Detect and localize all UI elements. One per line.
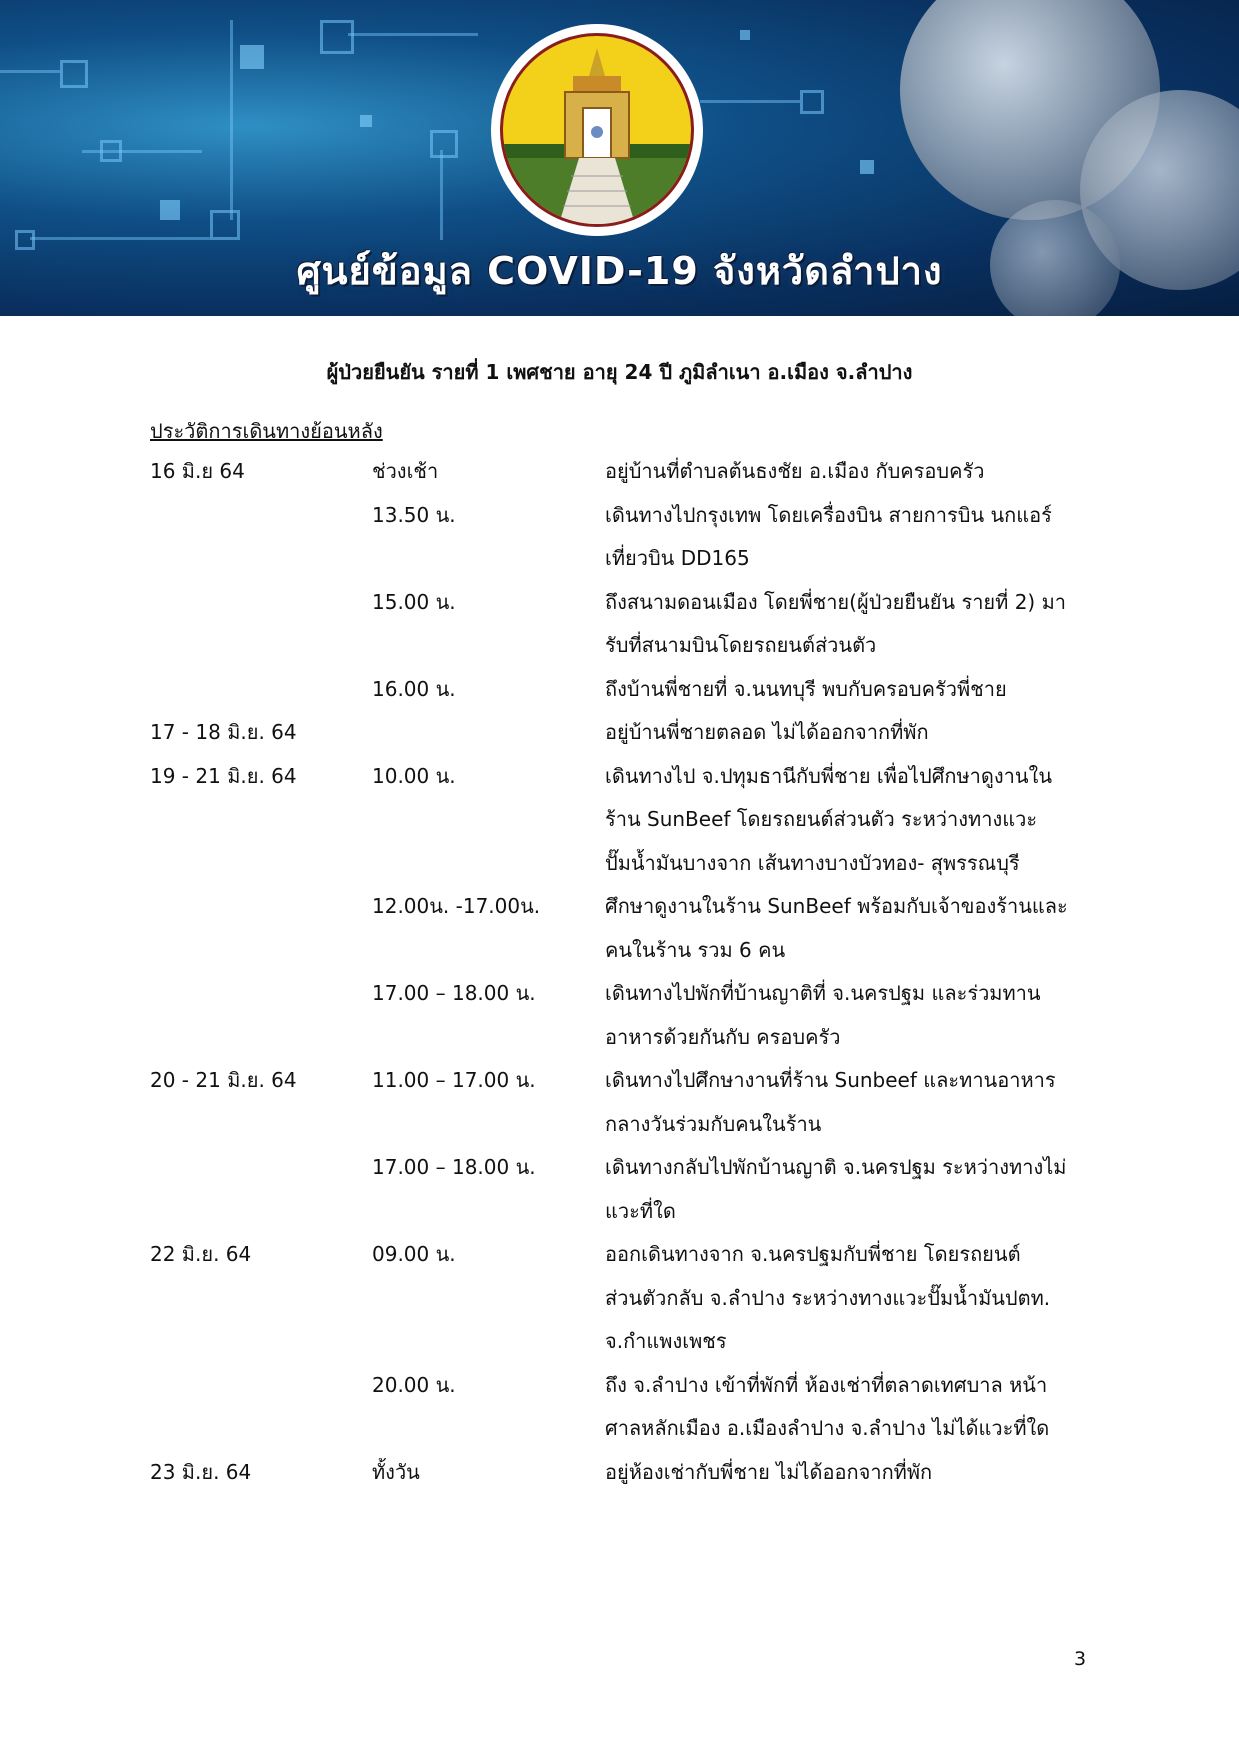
- section-heading: ประวัติการเดินทางย้อนหลัง: [150, 419, 383, 443]
- row-date: 17 - 18 มิ.ย. 64: [150, 720, 297, 744]
- row-description: อาหารด้วยกันกับ ครอบครัว: [605, 1024, 841, 1049]
- row-time: ทั้งวัน: [372, 1459, 420, 1484]
- row-description: แวะที่ใด: [605, 1198, 676, 1223]
- row-time: 16.00 น.: [372, 676, 456, 701]
- decor-square: [60, 60, 88, 88]
- row-description: คนในร้าน รวม 6 คน: [605, 937, 786, 962]
- row-date: 23 มิ.ย. 64: [150, 1459, 252, 1484]
- row-date: 22 มิ.ย. 64: [150, 1242, 252, 1266]
- row-time: 20.00 น.: [372, 1372, 456, 1397]
- table-row: [0, 1103, 1239, 1146]
- page-number: 3: [1074, 1648, 1087, 1670]
- row-description: อยู่บ้านที่ตำบลต้นธงชัย อ.เมือง กับครอบครัว: [605, 459, 985, 483]
- row-description: อยู่บ้านพี่ชายตลอด ไม่ได้ออกจากที่พัก: [605, 720, 929, 744]
- decor-square: [160, 200, 180, 220]
- row-description: เดินทางไปศึกษางานที่ร้าน Sunbeef และทานอาหาร: [605, 1068, 1056, 1092]
- row-description: ออกเดินทางจาก จ.นครปฐมกับพี่ชาย โดยรถยนต์: [605, 1242, 1021, 1266]
- province-seal-logo: [491, 24, 703, 236]
- decor-line: [0, 70, 60, 73]
- row-description: กลางวันร่วมกับคนในร้าน: [605, 1111, 822, 1136]
- table-row: [0, 885, 1239, 928]
- row-description: รับที่สนามบินโดยรถยนต์ส่วนตัว: [605, 633, 877, 657]
- table-row: [0, 798, 1239, 841]
- table-row: [0, 842, 1239, 885]
- table-row: [0, 537, 1239, 580]
- row-description: ถึงบ้านพี่ชายที่ จ.นนทบุรี พบกับครอบครัวพี่ชาย: [605, 676, 1007, 701]
- table-row: [0, 1451, 1239, 1494]
- table-row: [0, 668, 1239, 711]
- row-description: ปั๊มน้ำมันบางจาก เส้นทางบางบัวทอง- สุพรรณบุรี: [605, 850, 1020, 875]
- row-time: 13.50 น.: [372, 502, 456, 527]
- row-description: ศาลหลักเมือง อ.เมืองลำปาง จ.ลำปาง ไม่ได้แวะที่ใด: [605, 1416, 1050, 1440]
- table-row: [0, 1364, 1239, 1407]
- row-time: 15.00 น.: [372, 589, 456, 614]
- row-date: 20 - 21 มิ.ย. 64: [150, 1068, 297, 1092]
- row-description: เที่ยวบิน DD165: [605, 546, 750, 570]
- row-description: เดินทางไปพักที่บ้านญาติที่ จ.นครปฐม และร่วมทาน: [605, 981, 1041, 1005]
- row-time: 17.00 – 18.00 น.: [372, 1155, 536, 1179]
- seal-emblem-icon: [503, 36, 691, 224]
- decor-square: [360, 115, 372, 127]
- table-row: [0, 624, 1239, 667]
- table-row: [0, 755, 1239, 798]
- table-row: [0, 1016, 1239, 1059]
- row-time: ช่วงเช้า: [372, 459, 439, 483]
- table-row: [0, 1277, 1239, 1320]
- table-row: [0, 1190, 1239, 1233]
- decor-line: [348, 33, 478, 36]
- decor-line: [230, 20, 233, 220]
- table-row: [0, 1059, 1239, 1102]
- header-banner: [0, 0, 1239, 316]
- decor-square: [800, 90, 824, 114]
- row-description: ร้าน SunBeef โดยรถยนต์ส่วนตัว ระหว่างทางแวะ: [605, 807, 1038, 831]
- row-description: เดินทางกลับไปพักบ้านญาติ จ.นครปฐม ระหว่างทางไม่: [605, 1155, 1067, 1179]
- decor-square: [860, 160, 874, 174]
- row-time: 17.00 – 18.00 น.: [372, 981, 536, 1005]
- table-row: [0, 450, 1239, 493]
- decor-square: [430, 130, 458, 158]
- row-description: ศึกษาดูงานในร้าน SunBeef พร้อมกับเจ้าของร้านและ: [605, 894, 1068, 918]
- row-time: 10.00 น.: [372, 763, 456, 788]
- row-description: ถึง จ.ลำปาง เข้าที่พักที่ ห้องเช่าที่ตลาดเทศบาล หน้า: [605, 1372, 1048, 1397]
- row-description: จ.กำแพงเพชร: [605, 1329, 727, 1353]
- row-time: 12.00น. -17.00น.: [372, 894, 541, 918]
- row-date: 16 มิ.ย 64: [150, 459, 245, 483]
- row-description: ส่วนตัวกลับ จ.ลำปาง ระหว่างทางแวะปั๊มน้ำมันปตท.: [605, 1285, 1051, 1310]
- table-row: [0, 972, 1239, 1015]
- decor-line: [440, 150, 443, 240]
- row-description: ถึงสนามดอนเมือง โดยพี่ชาย(ผู้ป่วยยืนยัน รายที่ 2) มา: [605, 589, 1066, 614]
- row-description: อยู่ห้องเช่ากับพี่ชาย ไม่ได้ออกจากที่พัก: [605, 1459, 933, 1484]
- row-description: เดินทางไปกรุงเทพ โดยเครื่องบิน สายการบิน นกแอร์: [605, 502, 1052, 527]
- decor-square: [240, 45, 264, 69]
- row-date: 19 - 21 มิ.ย. 64: [150, 763, 297, 788]
- decor-line: [700, 100, 800, 103]
- document-title: ผู้ป่วยยืนยัน รายที่ 1 เพศชาย อายุ 24 ปี ภูมิลำเนา อ.เมือง จ.ลำปาง: [326, 360, 913, 384]
- table-row: [0, 1407, 1239, 1450]
- table-row: [0, 1320, 1239, 1363]
- decor-square: [320, 20, 354, 54]
- decor-line: [82, 150, 202, 153]
- row-time: 11.00 – 17.00 น.: [372, 1068, 536, 1092]
- row-description: เดินทางไป จ.ปทุมธานีกับพี่ชาย เพื่อไปศึกษาดูงานใน: [605, 763, 1053, 788]
- row-time: 09.00 น.: [372, 1242, 456, 1266]
- table-row: [0, 929, 1239, 972]
- table-row: [0, 1233, 1239, 1276]
- table-row: [0, 494, 1239, 537]
- decor-square: [740, 30, 750, 40]
- table-row: [0, 581, 1239, 624]
- banner-title: ศูนย์ข้อมูล COVID-19 จังหวัดลำปาง: [296, 249, 943, 293]
- table-row: [0, 711, 1239, 754]
- table-row: [0, 1146, 1239, 1189]
- decor-square: [210, 210, 240, 240]
